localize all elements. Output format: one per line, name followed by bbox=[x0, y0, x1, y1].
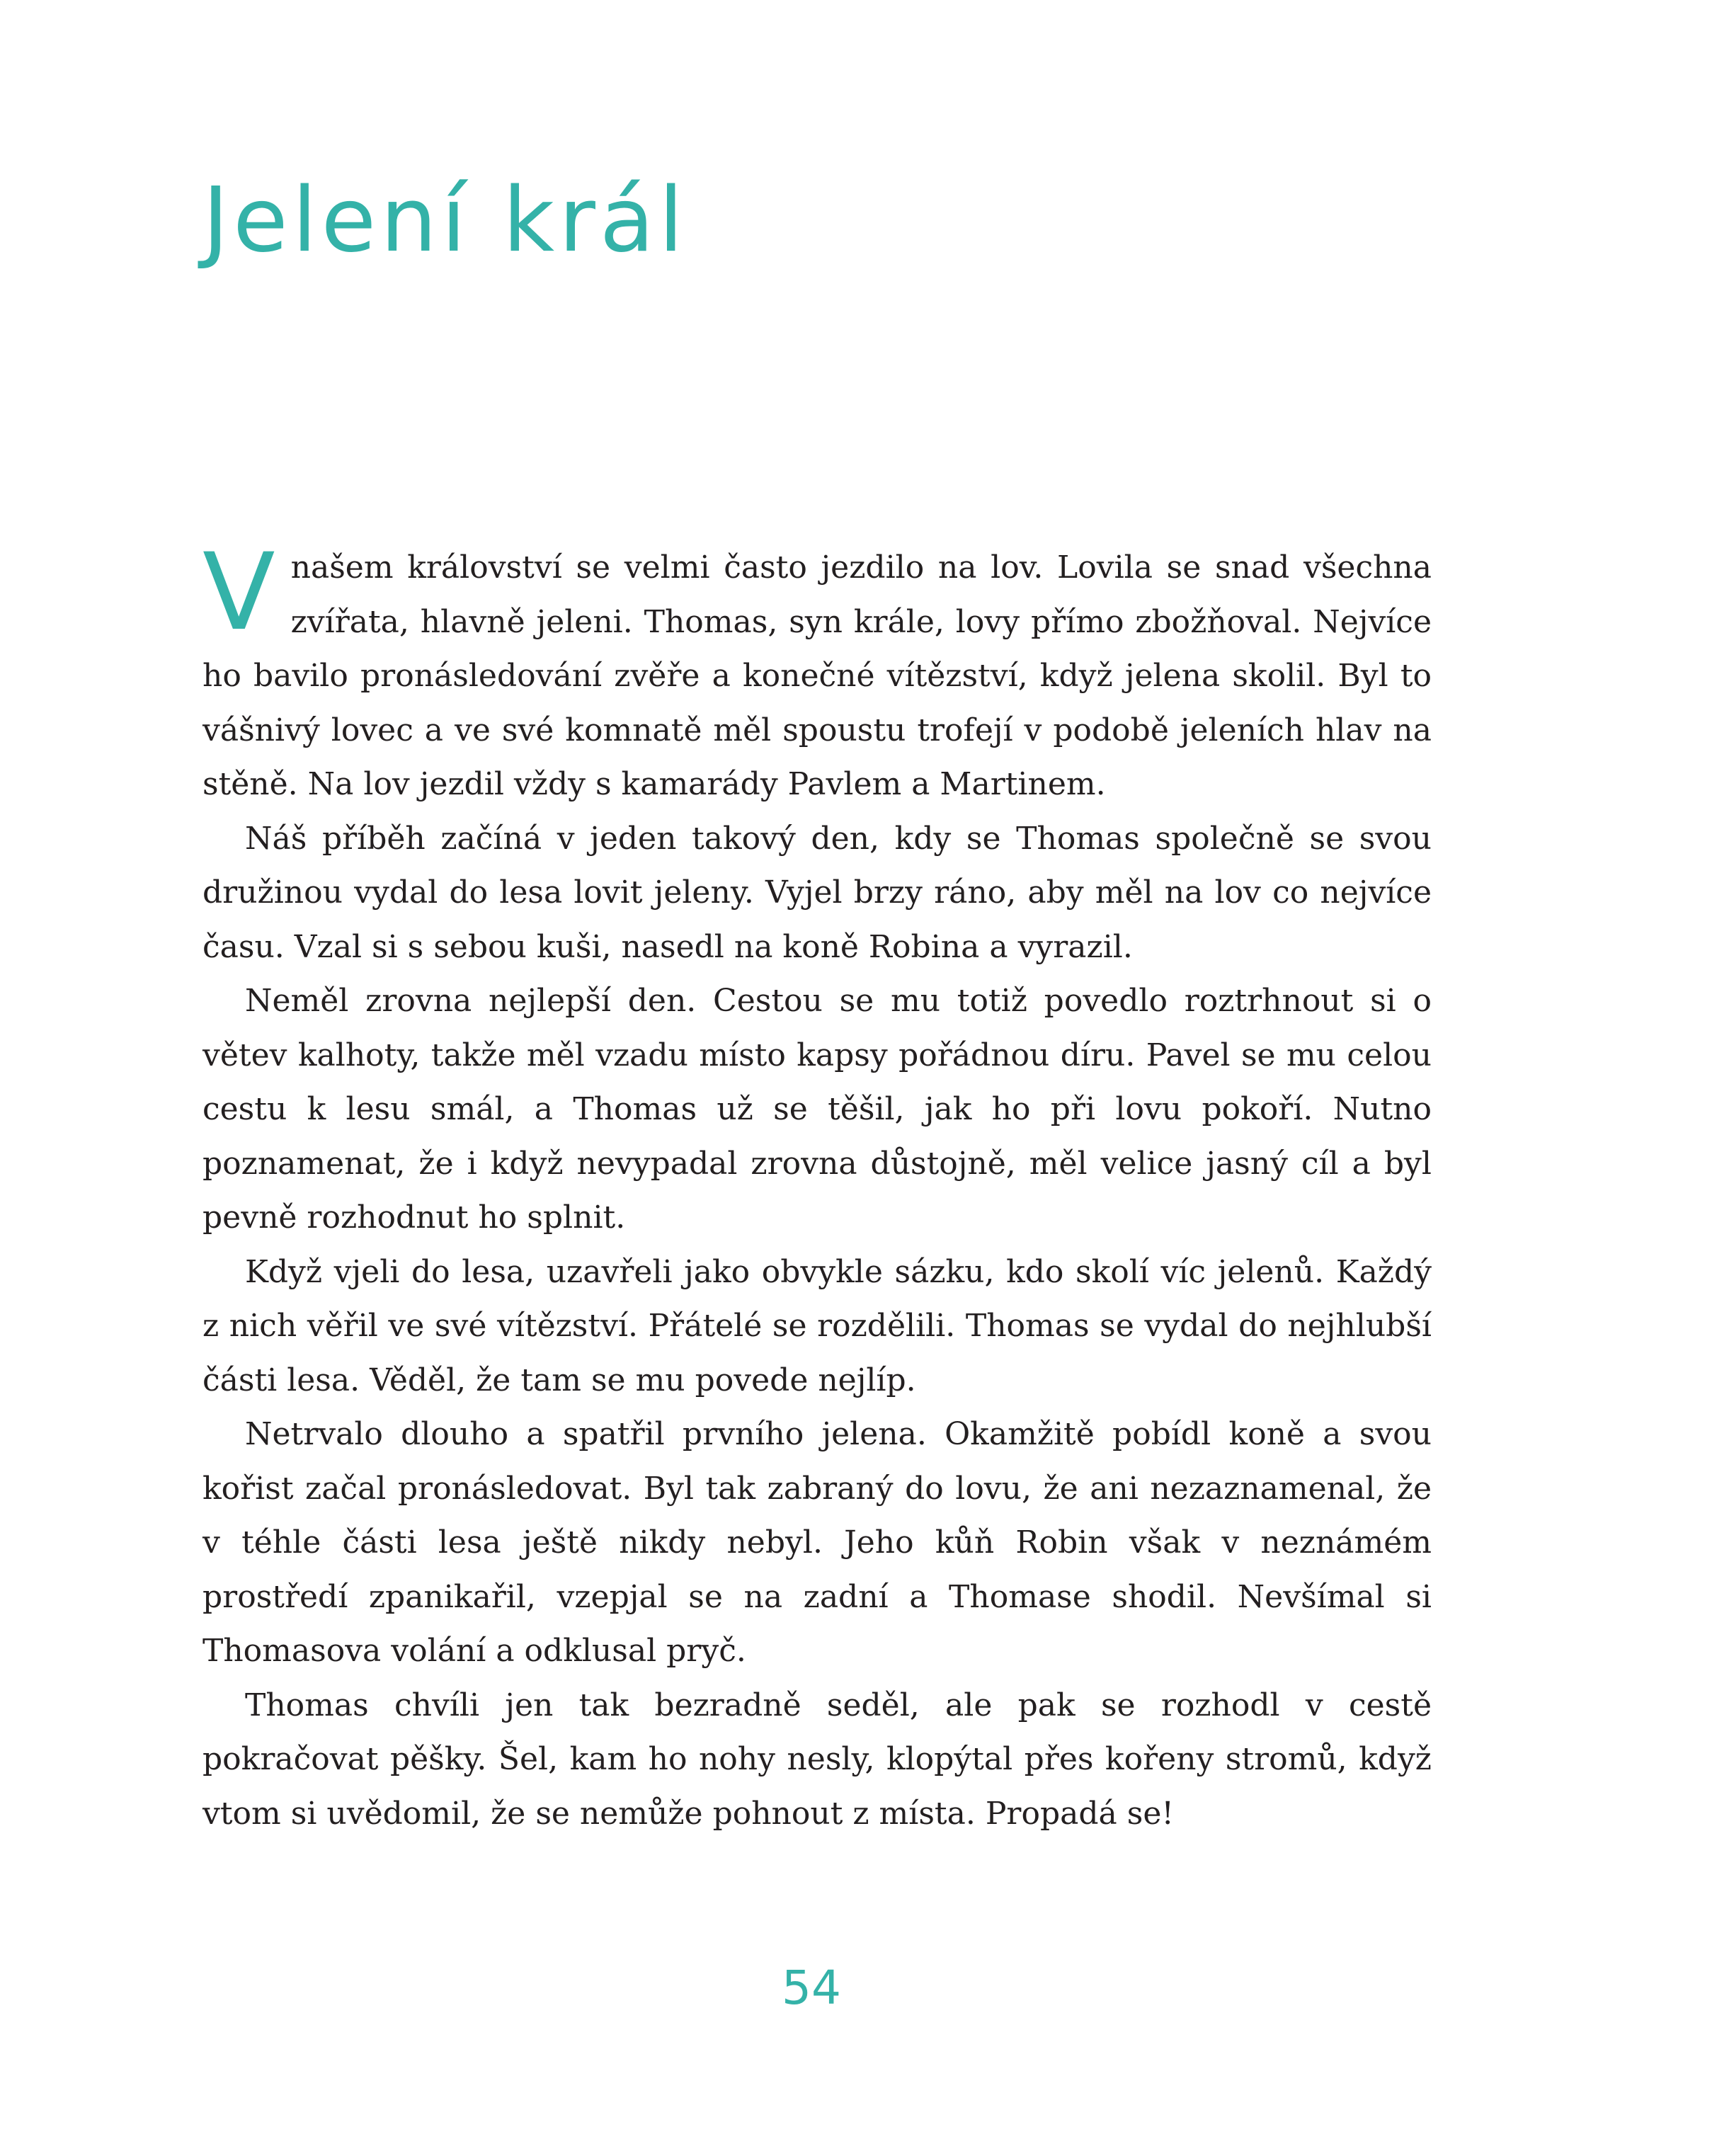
chapter-title: Jelení král bbox=[202, 168, 688, 272]
paragraph-1-text: našem království se velmi často jezdilo na lov. Lovila se snad všechna zvířata, hlavně jeleni. Thomas, syn krále, lovy přímo zbožňoval. Nejvíce ho bavilo pronásledování zvěře a konečné vítězství, když jelena skolil. Byl to vášnivý lovec a ve své komnatě měl spoustu trofejí v podobě jeleních hlav na stěně. Na lov jezdil vždy s kamarády Pavlem a Martinem. bbox=[202, 549, 1432, 802]
paragraph-2: Náš příběh začíná v jeden takový den, kdy se Thomas společně se svou družinou vydal do lesa lovit jeleny. Vyjel brzy ráno, aby měl na lov co nejvíce času. Vzal si s sebou kuši, nasedl na koně Robina a vyrazil. bbox=[202, 820, 1432, 965]
paragraph-5: Netrvalo dlouho a spatřil prvního jelena. Okamžitě pobídl koně a svou kořist začal pronásledovat. Byl tak zabraný do lovu, že ani nezaznamenal, že v téhle části lesa ještě nikdy nebyl. Jeho kůň Robin však v neznámém prostředí zpanikařil, vzepjal se na zadní a Thomase shodil. Nevšímal si Thomasova volání a odklusal pryč. bbox=[202, 1416, 1432, 1669]
paragraph-3: Neměl zrovna nejlepší den. Cestou se mu totiž povedlo roztrhnout si o větev kalhoty, takže měl vzadu místo kapsy pořádnou díru. Pavel se mu celou cestu k lesu smál, a Thomas už se těšil, jak ho při lovu pokoří. Nutno poznamenat, že i když nevypadal zrovna důstojně, měl velice jasný cíl a byl pevně rozhodnut ho splnit. bbox=[202, 983, 1432, 1236]
drop-cap: V bbox=[202, 531, 275, 654]
body-text bbox=[202, 531, 1432, 1841]
paragraph-6: Thomas chvíli jen tak bezradně seděl, ale pak se rozhodl v cestě pokračovat pěšky. Šel, kam ho nohy nesly, klopýtal přes kořeny stromů, když vtom si uvědomil, že se nemůže pohnout z místa. Propadá se! bbox=[202, 1687, 1432, 1832]
page-number: 54 bbox=[782, 1961, 841, 2015]
paragraph-1 bbox=[202, 531, 1432, 812]
paragraph-4: Když vjeli do lesa, uzavřeli jako obvykle sázku, kdo skolí víc jelenů. Každý z nich věřil ve své vítězství. Přátelé se rozdělili. Thomas se vydal do nejhlubší části lesa. Věděl, že tam se mu povede nejlíp. bbox=[202, 1253, 1432, 1398]
